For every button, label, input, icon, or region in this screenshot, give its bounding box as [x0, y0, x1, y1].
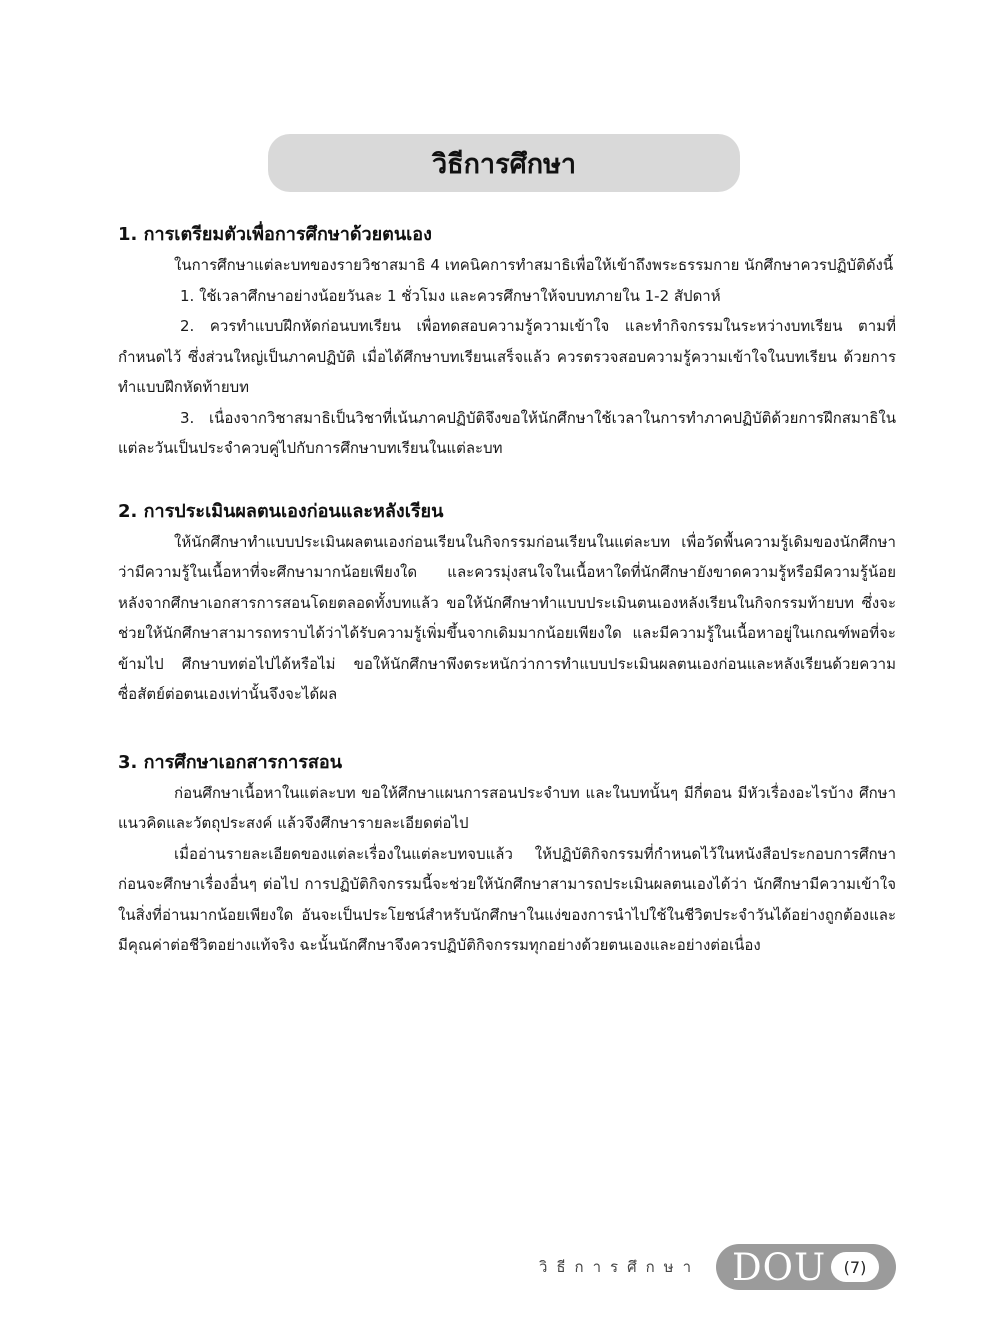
list-item: 2. ควรทำแบบฝึกหัดก่อนบทเรียน เพื่อทดสอบความรู้ความเข้าใจ และทำกิจกรรมในระหว่างบทเรียน ตามที่กำหนดไว้ ซึ่งส่วนใหญ่เป็นภาคปฏิบัติ เมื่อได้ศึกษาบทเรียนเสร็จแล้ว ควรตรวจสอบความรู้ความเข้าใจในบทเรียน ด้วยการทำแบบฝึกหัดท้ายบท [118, 317, 896, 396]
page-footer [0, 1242, 1000, 1290]
section-heading: 3. การศึกษาเอกสารการสอน [118, 751, 342, 773]
document-body [118, 220, 896, 961]
list-item: 3. เนื่องจากวิชาสมาธิเป็นวิชาที่เน้นภาคปฏิบัติจึงขอให้นักศึกษาใช้เวลาในการทำภาคปฏิบัติด้วยการฝึกสมาธิในแต่ละวันเป็นประจำควบคู่ไปกับการศึกษาบทเรียนในแต่ละบท [118, 408, 896, 457]
dou-logo: DOU [732, 1246, 827, 1289]
section-paragraph: ให้นักศึกษาทำแบบประเมินผลตนเองก่อนเรียนในกิจกรรมก่อนเรียนในแต่ละบท เพื่อวัดพื้นความรู้เดิมของนักศึกษาว่ามีความรู้ในเนื้อหาที่จะศึกษามากน้อยเพียงใด และควรมุ่งสนใจในเนื้อหาใดที่นักศึกษายังขาดความรู้หรือมีความรู้น้อย หลังจากศึกษาเอกสารการสอนโดยตลอดทั้งบทแล้ว ขอให้นักศึกษาทำแบบประเมินตนเองหลังเรียนในกิจกรรมท้ายบท ซึ่งจะช่วยให้นักศึกษาสามารถทราบได้ว่าได้รับความรู้เพิ่มขึ้นจากเดิมมากน้อยเพียงใด และมีความรู้ในเนื้อหาอยู่ในเกณฑ์พอที่จะข้ามไป ศึกษาบทต่อไปได้หรือไม่ ขอให้นักศึกษาพึงตระหนักว่าการทำแบบประเมินผลตนเองก่อนและหลังเรียนด้วยความซื่อสัตย์ต่อตนเองเท่านั้นจึงจะได้ผล [118, 532, 896, 703]
list-item: 1. ใช้เวลาศึกษาอย่างน้อยวันละ 1 ชั่วโมง และควรศึกษาให้จบบทภายใน 1-2 สัปดาห์ [180, 286, 721, 305]
section-paragraph: ในการศึกษาแต่ละบทของรายวิชาสมาธิ 4 เทคนิคการทำสมาธิเพื่อให้เข้าถึงพระธรรมกาย นักศึกษาควรปฏิบัติดังนี้ [174, 256, 894, 274]
section-paragraph: ก่อนศึกษาเนื้อหาในแต่ละบท ขอให้ศึกษาแผนการสอนประจำบท และในบทนั้นๆ มีกี่ตอน มีหัวเรื่องอะไรบ้าง ศึกษาแนวคิดและวัตถุประสงค์ แล้วจึงศึกษารายละเอียดต่อไป [118, 783, 896, 832]
section-heading: 2. การประเมินผลตนเองก่อนและหลังเรียน [118, 500, 444, 522]
page-number: (7) [831, 1252, 879, 1282]
section-heading: 1. การเตรียมตัวเพื่อการศึกษาด้วยตนเอง [118, 224, 432, 245]
section-paragraph: เมื่ออ่านรายละเอียดของแต่ละเรื่องในแต่ละบทจบแล้ว ให้ปฏิบัติกิจกรรมที่กำหนดไว้ในหนังสือประกอบการศึกษา ก่อนจะศึกษาเรื่องอื่นๆ ต่อไป การปฏิบัติกิจกรรมนี้จะช่วยให้นักศึกษาสามารถประเมินผลตนเองได้ว่า นักศึกษามีความเข้าใจในสิ่งที่อ่านมากน้อยเพียงใด อันจะเป็นประโยชน์สำหรับนักศึกษาในแง่ของการนำไปใช้ในชีวิตประจำวันได้อย่างถูกต้องและมีคุณค่าต่อชีวิตอย่างแท้จริง ฉะนั้นนักศึกษาจึงควรปฏิบัติกิจกรรมทุกอย่างด้วยตนเองและอย่างต่อเนื่อง [118, 844, 896, 954]
page-title: วิธีการศึกษา [268, 134, 740, 192]
footer-section-title: วิธีการศึกษา [538, 1258, 700, 1276]
